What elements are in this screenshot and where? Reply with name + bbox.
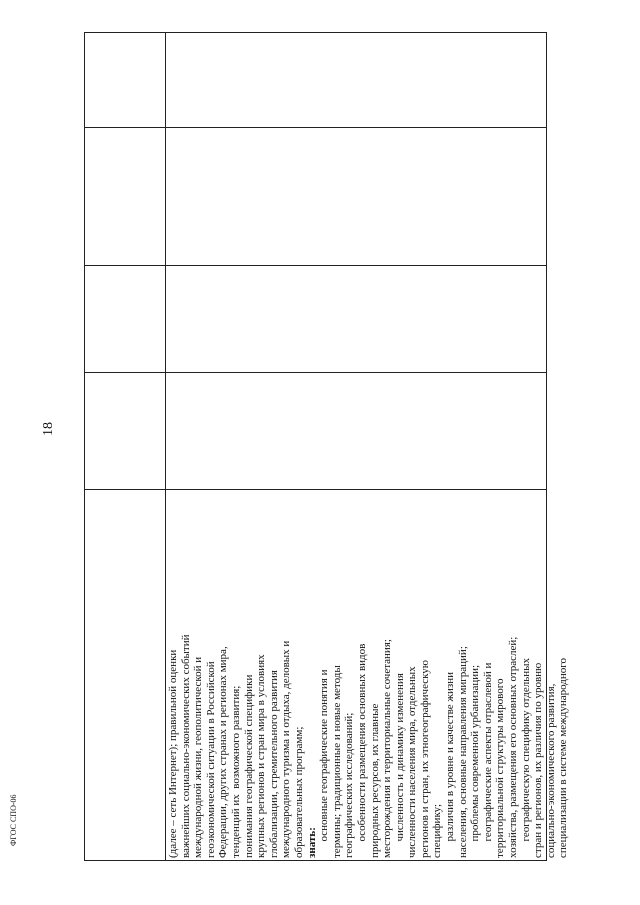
cell-line: (далее – сеть Интернет); правильной оценки <box>167 649 179 858</box>
cell-line: понимания географической специфики <box>242 674 255 858</box>
table-column-divider <box>85 127 546 128</box>
cell-line: геоэкономической ситуации в Российской <box>204 661 217 858</box>
table-column-divider <box>85 265 546 266</box>
cell-line: стран и регионов, их различия по уровню <box>532 662 545 858</box>
cell-line: численности населения мира, отдельных <box>406 666 419 858</box>
cell-line: регионов и стран, их этногеографическую <box>418 659 431 858</box>
cell-line: тенденций их возможного развития; <box>229 685 242 858</box>
table-column-divider <box>85 372 546 373</box>
cell-line: природных ресурсов, их главные <box>368 703 381 858</box>
cell-line: особенности размещения основных видов <box>355 643 368 858</box>
cell-line: территориальной структуры мирового <box>494 678 507 858</box>
cell-line: международного туризма и отдыха, деловых и <box>280 640 293 858</box>
cell-line: хозяйства, размещения его основных отраслей; <box>507 636 520 858</box>
cell-line: специализации в системе международного <box>557 657 570 858</box>
footer-code: ФГОС СПО-06 <box>9 794 18 846</box>
cell-line: населения, основные направления миграций; <box>456 646 469 858</box>
cell-line: географических исследований; <box>343 712 356 858</box>
requirements-cell-text <box>165 527 570 862</box>
cell-line: знать: <box>305 827 318 858</box>
cell-line: различия в уровне и качестве жизни <box>444 672 457 858</box>
table-column-divider <box>85 489 546 490</box>
cell-line: важнейших социально-экономических событий <box>179 634 192 858</box>
cell-line: социально-экономического развития, <box>544 683 557 858</box>
cell-line: международной жизни, геополитической и <box>192 656 205 858</box>
cell-line: глобализации, стремительного развития <box>267 670 280 858</box>
cell-line: географические аспекты отраслевой и <box>481 662 494 858</box>
cell-line: основные географические понятия и <box>318 669 331 858</box>
rotated-table <box>84 32 570 861</box>
cell-line: географическую специфику отдельных <box>519 657 532 858</box>
cell-line: термины; традиционные и новые методы <box>330 665 343 858</box>
cell-line: проблемы современной урбанизации; <box>469 664 482 858</box>
cell-line: Федерации, других странах и регионах мира, <box>217 646 230 858</box>
cell-line: специфику; <box>431 803 444 858</box>
cell-line: образовательных программ; <box>292 726 305 858</box>
cell-line: месторождения и территориальные сочетания; <box>381 639 394 858</box>
cell-line: крупных регионов и стран мира в условиях <box>255 654 268 858</box>
cell-line: численность и динамику изменения <box>393 673 406 858</box>
page-number: 18 <box>41 422 56 436</box>
